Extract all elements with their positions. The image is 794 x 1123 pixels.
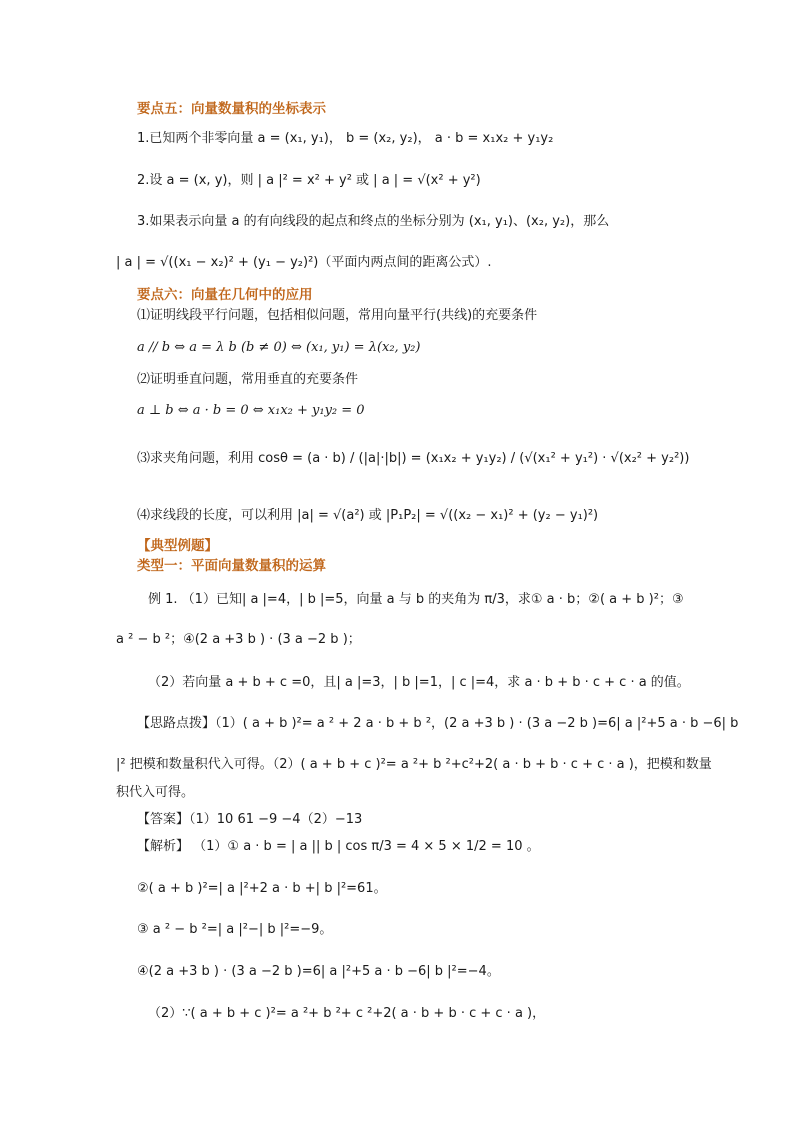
item-2-formula: a ⊥ b ⇔ a · b = 0 ⇔ x₁x₂ + y₁y₂ = 0 bbox=[137, 403, 365, 418]
analysis-line5: （2）∵( a + b + c )²= a ²+ b ²+ c ²+2( a · b + b · c + c · a )， bbox=[148, 1006, 546, 1021]
analysis-line3: ③ a ² − b ²=| a |²−| b |²=−9。 bbox=[137, 922, 333, 937]
example-1-line2: a ² − b ²；④(2 a +3 b ) · (3 a −2 b )； bbox=[116, 632, 361, 647]
point-3-text-line2: | a | = √((x₁ − x₂)² + (y₁ − y₂)²)（平面内两点间的距离公式）. bbox=[116, 255, 492, 270]
examples-heading: 【典型例题】 bbox=[137, 538, 218, 554]
point-2-text: 2.设 a = (x, y)，则 | a |² = x² + y² 或 | a | = √(x² + y²) bbox=[137, 173, 481, 188]
point-3-text-line1: 3.如果表示向量 a 的有向线段的起点和终点的坐标分别为 (x₁, y₁)、(x₂, y₂)，那么 bbox=[137, 214, 610, 229]
analysis-line1: 【解析】 （1）① a · b = | a || b | cos π/3 = 4 × 5 × 1/2 = 10 。 bbox=[137, 839, 540, 854]
item-3-text: ⑶求夹角问题，利用 cosθ = (a · b) / (|a|·|b|) = (x₁x₂ + y₁y₂) / (√(x₁² + y₁²) · √(x₂² + y₂²)) bbox=[137, 451, 690, 466]
analysis-line4: ④(2 a +3 b ) · (3 a −2 b )=6| a |²+5 a · b −6| b |²=−4。 bbox=[137, 964, 500, 979]
section-heading-5: 要点五：向量数量积的坐标表示 bbox=[137, 101, 326, 117]
item-1-text: ⑴证明线段平行问题，包括相似问题，常用向量平行(共线)的充要条件 bbox=[137, 308, 538, 323]
hint-line2: |² 把模和数量积代入可得。（2）( a + b + c )²= a ²+ b ²+c²+2( a · b + b · c + c · a )，把模和数量 bbox=[116, 757, 712, 772]
answer-line: 【答案】（1）10 61 −9 −4（2）−13 bbox=[137, 812, 363, 827]
point-1-text: 1.已知两个非零向量 a = (x₁, y₁)， b = (x₂, y₂)， a · b = x₁x₂ + y₁y₂ bbox=[137, 131, 554, 146]
type-1-heading: 类型一：平面向量数量积的运算 bbox=[137, 558, 326, 574]
hint-line3: 积代入可得。 bbox=[116, 785, 195, 800]
hint-line1: 【思路点拨】（1）( a + b )²= a ² + 2 a · b + b ²，(2 a +3 b ) · (3 a −2 b )=6| a |²+5 a · b −6| b bbox=[137, 716, 739, 731]
example-1-line1: 例 1. （1）已知| a |=4，| b |=5，向量 a 与 b 的夹角为 π/3，求① a · b；②( a + b )²；③ bbox=[148, 592, 684, 607]
item-1-formula: a // b ⇔ a = λ b (b ≠ 0) ⇔ (x₁, y₁) = λ(x₂, y₂) bbox=[137, 340, 421, 355]
example-1-part2: （2）若向量 a + b + c =0，且| a |=3，| b |=1，| c |=4，求 a · b + b · c + c · a 的值。 bbox=[148, 675, 690, 690]
item-4-text: ⑷求线段的长度，可以利用 |a| = √(a²) 或 |P₁P₂| = √((x₂ − x₁)² + (y₂ − y₁)²) bbox=[137, 508, 599, 523]
section-heading-6: 要点六：向量在几何中的应用 bbox=[137, 287, 313, 303]
analysis-line2: ②( a + b )²=| a |²+2 a · b +| b |²=61。 bbox=[137, 881, 387, 896]
item-2-text: ⑵证明垂直问题，常用垂直的充要条件 bbox=[137, 372, 359, 387]
